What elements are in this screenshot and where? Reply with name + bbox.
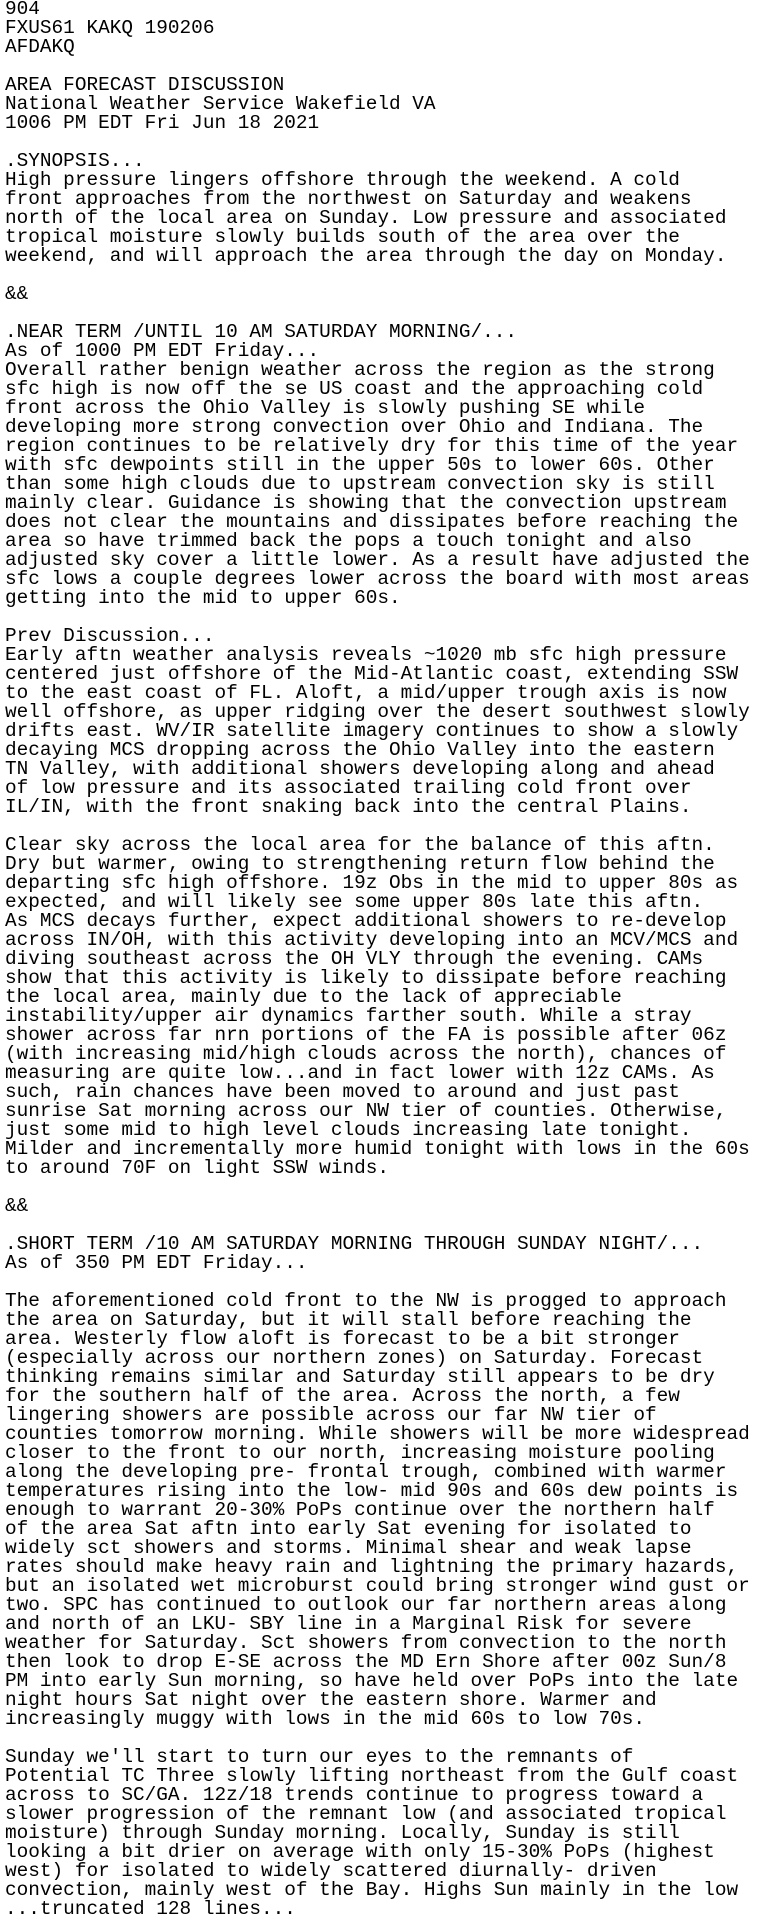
text-line: temperatures rising into the low- mid 90s and 60s dew points is [5,1480,739,1502]
text-line: the local area, mainly due to the lack of appreciable [5,986,622,1008]
text-line: Milder and incrementally more humid tonight with lows in the 60s [5,1138,750,1160]
text-line: AREA FORECAST DISCUSSION [5,74,285,96]
text-line: for the southern half of the area. Across the north, a few [5,1385,680,1407]
text-line: diving southeast across the OH VLY through the evening. CAMs [5,948,704,970]
text-line: The aforementioned cold front to the NW is progged to approach [5,1290,727,1312]
text-line: Potential TC Three slowly lifting northeast from the Gulf coast [5,1765,739,1787]
text-line: tropical moisture slowly builds south of the area over the [5,226,680,248]
text-line: expected, and will likely see some upper 80s late this aftn. [5,891,704,913]
text-line: and north of an LKU- SBY line in a Marginal Risk for severe [5,1613,692,1635]
text-line: PM into early Sun morning, so have held over PoPs into the late [5,1670,739,1692]
text-line: shower across far nrn portions of the FA is possible after 06z [5,1024,727,1046]
text-line: lingering showers are possible across our far NW tier of [5,1404,657,1426]
text-line: Clear sky across the local area for the balance of this aftn. [5,834,715,856]
text-line: Early aftn weather analysis reveals ~1020 mb sfc high pressure [5,644,727,666]
text-line: High pressure lingers offshore through the weekend. A cold [5,169,680,191]
text-line: of the area Sat aftn into early Sat evening for isolated to [5,1518,692,1540]
text-line: As MCS decays further, expect additional showers to re-develop [5,910,727,932]
text-line: instability/upper air dynamics farther south. While a stray [5,1005,692,1027]
text-line: to the east coast of FL. Aloft, a mid/upper trough axis is now [5,682,727,704]
text-line: As of 350 PM EDT Friday... [5,1252,308,1274]
text-line: (especially across our northern zones) on Saturday. Forecast [5,1347,704,1369]
text-line: As of 1000 PM EDT Friday... [5,340,320,362]
text-line: area. Westerly flow aloft is forecast to be a bit stronger [5,1328,680,1350]
text-line: closer to the front to our north, increasing moisture pooling [5,1442,715,1464]
text-line: well offshore, as upper ridging over the desert southwest slowly [5,701,750,723]
text-line: decaying MCS dropping across the Ohio Valley into the eastern [5,739,715,761]
text-line: centered just offshore of the Mid-Atlantic coast, extending SSW [5,663,739,685]
text-line: west) for isolated to widely scattered diurnally- driven [5,1860,657,1882]
text-line: of low pressure and its associated trailing cold front over [5,777,692,799]
text-line: measuring are quite low...and in fact lower with 12z CAMs. As [5,1062,715,1084]
text-line: north of the local area on Sunday. Low pressure and associated [5,207,727,229]
text-line: area so have trimmed back the pops a touch tonight and also [5,530,692,552]
text-line: Prev Discussion... [5,625,215,647]
text-line: with sfc dewpoints still in the upper 50s to lower 60s. Other [5,454,715,476]
text-line: across to SC/GA. 12z/18 trends continue to progress toward a [5,1784,704,1806]
text-line: adjusted sky cover a little lower. As a result have adjusted the [5,549,750,571]
text-line: getting into the mid to upper 60s. [5,587,401,609]
text-line: region continues to be relatively dry for this time of the year [5,435,739,457]
text-line: just some mid to high level clouds increasing late tonight. [5,1119,692,1141]
text-line: && [5,283,29,305]
text-line: along the developing pre- frontal trough, combined with warmer [5,1461,727,1483]
text-line: then look to drop E-SE across the MD Ern Shore after 00z Sun/8 [5,1651,727,1673]
text-line: National Weather Service Wakefield VA [5,93,436,115]
text-line: weekend, and will approach the area through the day on Monday. [5,245,727,267]
text-line: such, rain chances have been moved to around and just past [5,1081,680,1103]
text-line: FXUS61 KAKQ 190206 [5,17,215,39]
text-line: enough to warrant 20-30% PoPs continue over the northern half [5,1499,715,1521]
text-line: Dry but warmer, owing to strengthening return flow behind the [5,853,715,875]
text-line: than some high clouds due to upstream convection sky is still [5,473,715,495]
text-line: convection, mainly west of the Bay. Highs Sun mainly in the low [5,1879,739,1901]
text-line: thinking remains similar and Saturday still appears to be dry [5,1366,715,1388]
text-line [5,266,778,285]
text-line: Sunday we'll start to turn our eyes to the remnants of [5,1746,634,1768]
text-line: looking a bit drier on average with only 15-30% PoPs (highest [5,1841,715,1863]
text-line: moisture) through Sunday morning. Locally, Sunday is still [5,1822,680,1844]
text-line: AFDAKQ [5,36,75,58]
text-line: Overall rather benign weather across the region as the strong [5,359,715,381]
text-line: mainly clear. Guidance is showing that the convection upstream [5,492,727,514]
text-line: the area on Saturday, but it will stall before reaching the [5,1309,692,1331]
text-line: does not clear the mountains and dissipates before reaching the [5,511,739,533]
text-line: sfc high is now off the se US coast and the approaching cold [5,378,704,400]
text-line: departing sfc high offshore. 19z Obs in the mid to upper 80s as [5,872,739,894]
text-line: .NEAR TERM /UNTIL 10 AM SATURDAY MORNING/... [5,321,517,343]
text-line: developing more strong convection over Ohio and Indiana. The [5,416,704,438]
text-line: IL/IN, with the front snaking back into the central Plains. [5,796,692,818]
text-line: .SYNOPSIS... [5,150,145,172]
text-line: 1006 PM EDT Fri Jun 18 2021 [5,112,320,134]
text-line: widely sct showers and storms. Minimal shear and weak lapse [5,1537,692,1559]
text-line: to around 70F on light SSW winds. [5,1157,389,1179]
text-line: front across the Ohio Valley is slowly pushing SE while [5,397,645,419]
text-line: TN Valley, with additional showers developing along and ahead [5,758,715,780]
text-line: rates should make heavy rain and lightning the primary hazards, [5,1556,739,1578]
text-line: front approaches from the northwest on Saturday and weakens [5,188,692,210]
text-line: increasingly muggy with lows in the mid 60s to low 70s. [5,1708,645,1730]
text-line: slower progression of the remnant low (and associated tropical [5,1803,727,1825]
text-line: across IN/OH, with this activity developing into an MCV/MCS and [5,929,739,951]
text-line: night hours Sat night over the eastern shore. Warmer and [5,1689,657,1711]
text-line: weather for Saturday. Sct showers from convection to the north [5,1632,727,1654]
text-line: sfc lows a couple degrees lower across the board with most areas [5,568,750,590]
text-line: counties tomorrow morning. While showers will be more widespread [5,1423,750,1445]
text-line: two. SPC has continued to outlook our far northern areas along [5,1594,727,1616]
text-line [5,1178,778,1197]
text-line: (with increasing mid/high clouds across the north), chances of [5,1043,727,1065]
text-line: && [5,1195,29,1217]
text-line: 904 [5,0,40,20]
text-line: sunrise Sat morning across our NW tier of counties. Otherwise, [5,1100,727,1122]
text-line: show that this activity is likely to dissipate before reaching [5,967,727,989]
text-line: .SHORT TERM /10 AM SATURDAY MORNING THROUGH SUNDAY NIGHT/... [5,1233,704,1255]
text-line: but an isolated wet microburst could bring stronger wind gust or [5,1575,750,1597]
text-line: drifts east. WV/IR satellite imagery continues to show a slowly [5,720,739,742]
text-line: ...truncated 128 lines... [5,1898,296,1920]
